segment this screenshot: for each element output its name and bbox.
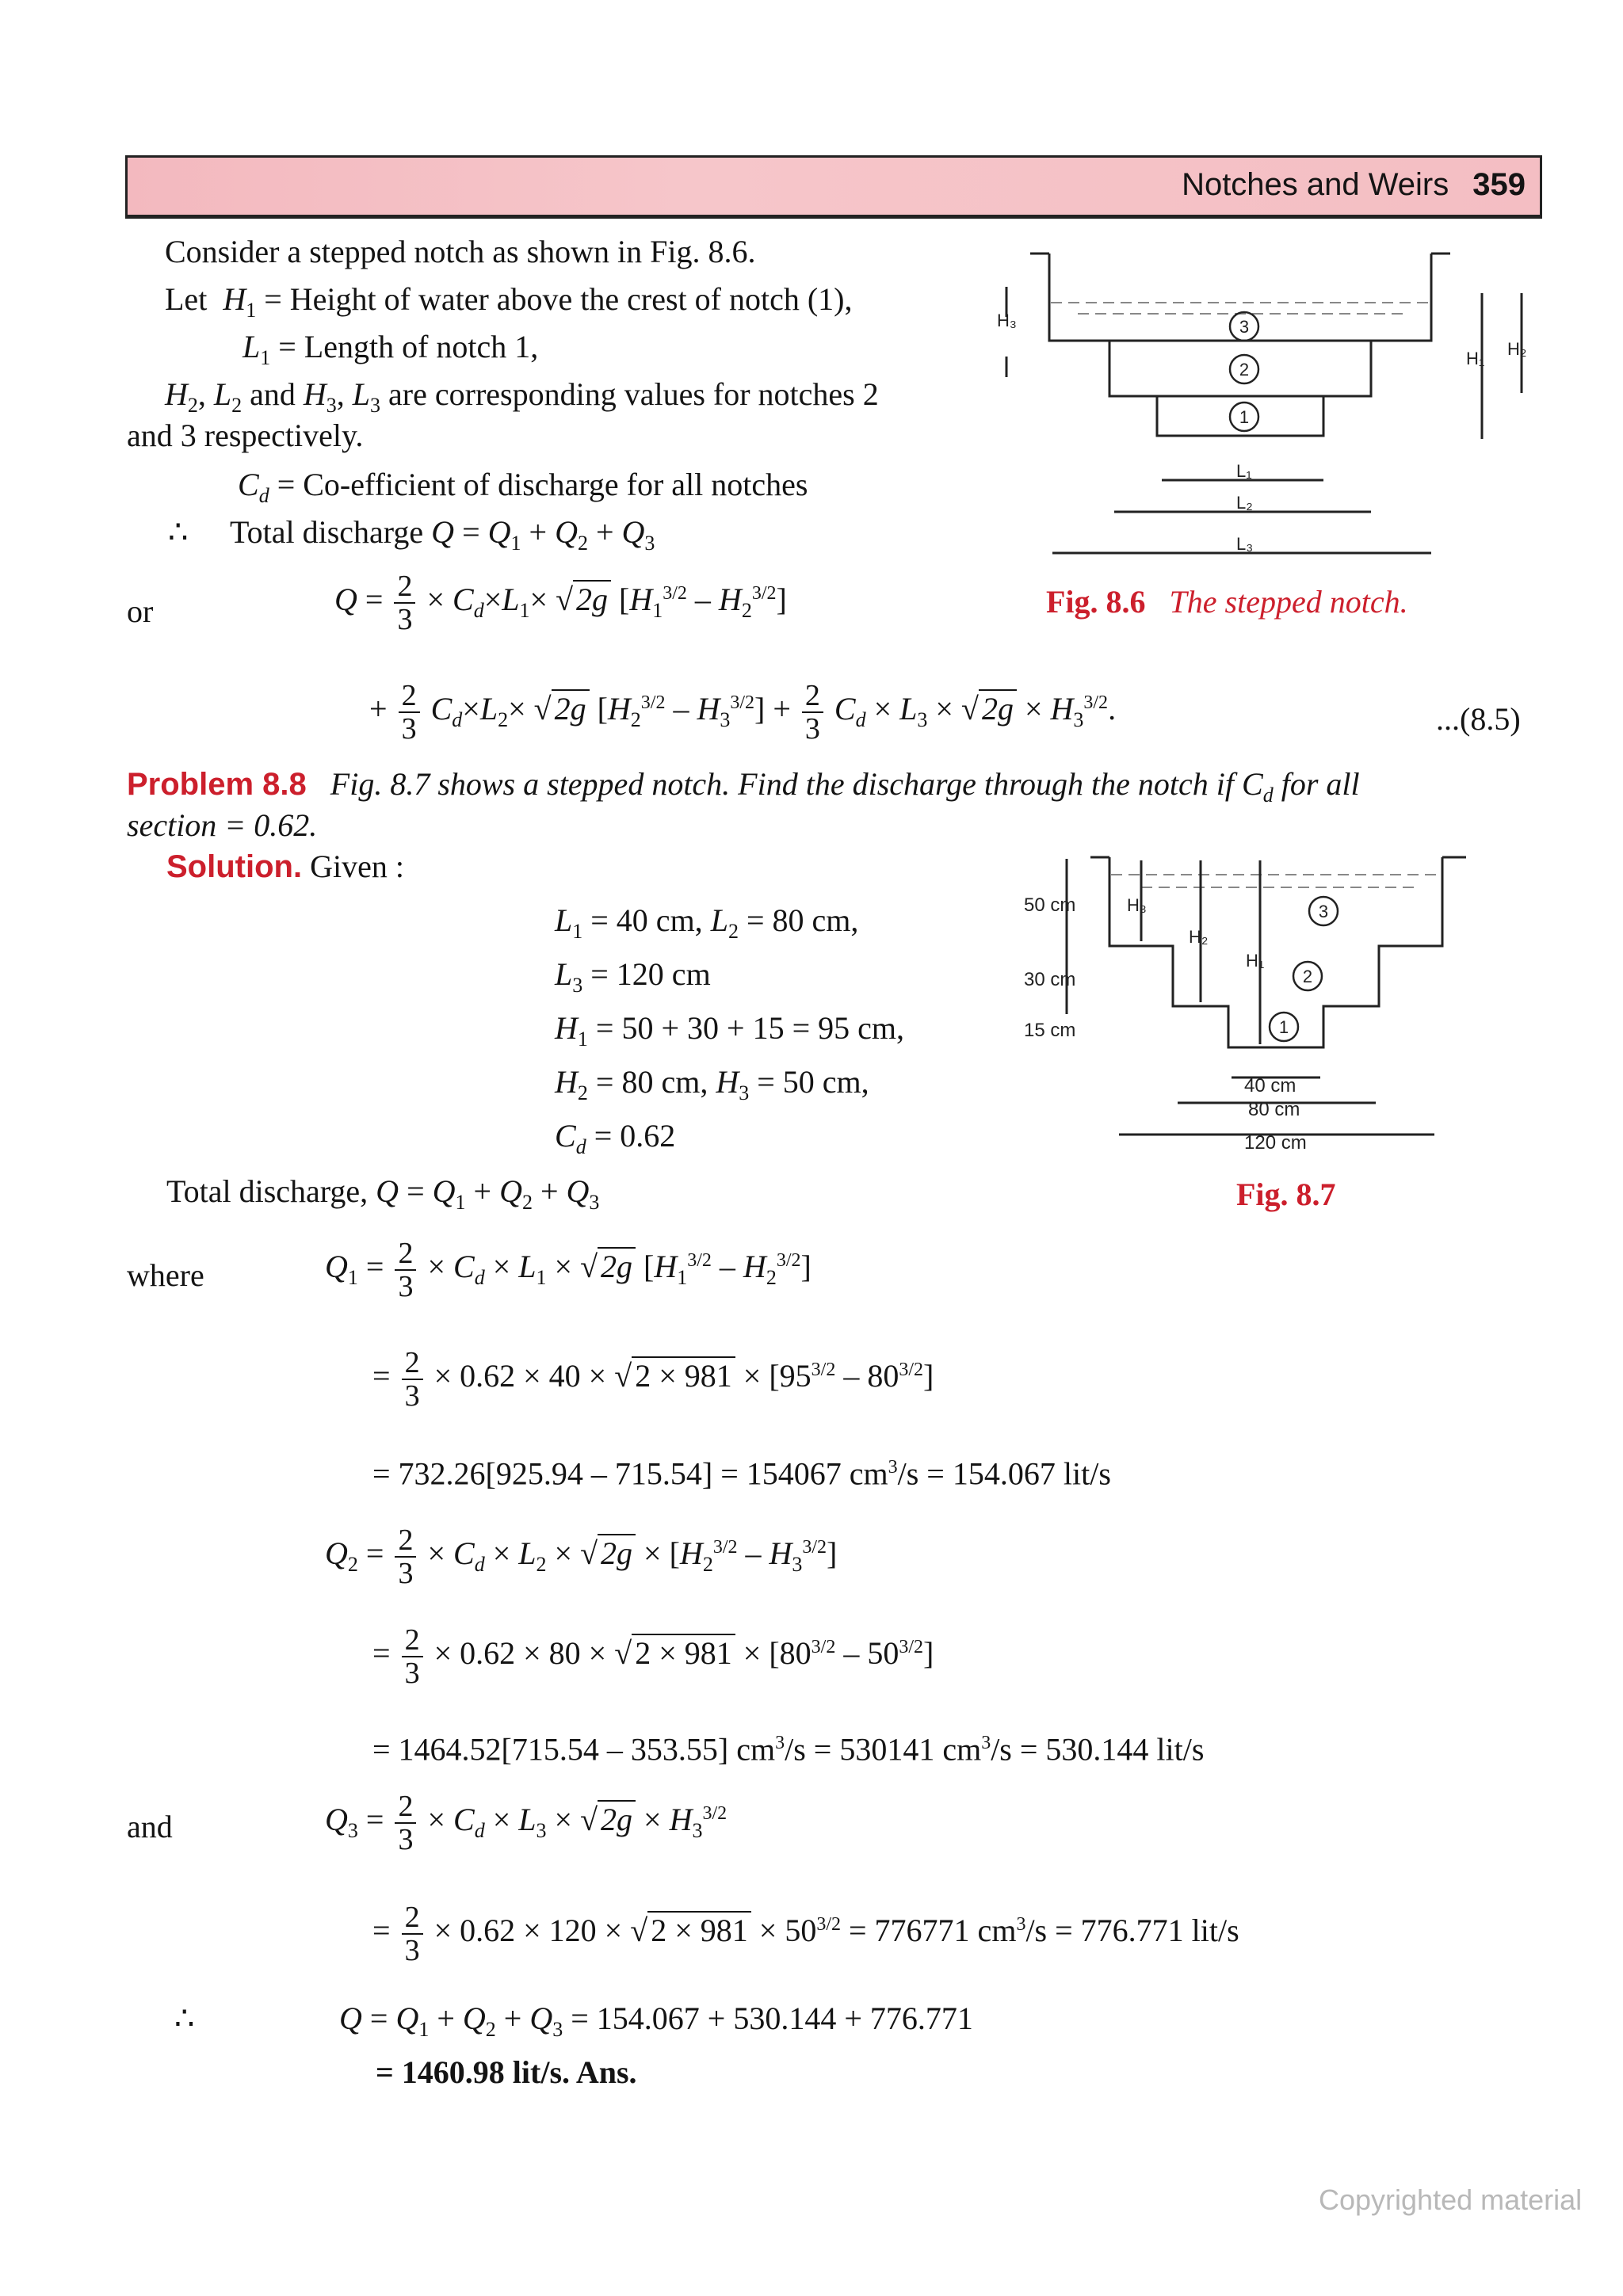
svg-text:30 cm: 30 cm <box>1024 969 1076 990</box>
q3-result-tail: /s = 776.771 lit/s <box>1025 1913 1239 1949</box>
svg-text:3: 3 <box>1239 317 1250 337</box>
l1-definition: = Length of notch 1, <box>278 329 539 364</box>
q2-result-tail: /s = 530.144 lit/s <box>991 1731 1205 1768</box>
svg-text:H₃: H₃ <box>997 311 1017 330</box>
problem-line1: Problem 8.8 Fig. 8.7 shows a stepped notch. Find the discharge through the notch if $C_d$ for all <box>127 766 1360 807</box>
fig87-label: Fig. 8.7 <box>1236 1177 1336 1212</box>
q3-tail: × 50 <box>758 1913 817 1949</box>
fig86-label: Fig. 8.6 <box>1046 584 1146 620</box>
svg-text:L₃: L₃ <box>1236 534 1254 554</box>
q2-substitution: = $\frac{2}{3}$ × 0.62 × 80 × √ $2 \times 981 \times [80^{3/2} - 50^{3/2}]$ <box>372 1623 934 1690</box>
figure-8-6 <box>975 238 1545 570</box>
given-l1: = 40 cm, <box>590 902 703 938</box>
given-h1-line: $H_1 = 50 + 30 + 15 = 95$ cm, <box>555 1010 904 1051</box>
fig86-title: The stepped notch. <box>1169 584 1408 620</box>
svg-text:1: 1 <box>1239 407 1250 427</box>
q1-factors: × 0.62 × 40 × <box>433 1358 607 1394</box>
q1-bracket-b: – 80 <box>843 1358 899 1394</box>
svg-text:15 cm: 15 cm <box>1024 1020 1076 1041</box>
intro-let-line: Let $H_1$ = Height of water above the crest of notch (1), <box>165 281 853 322</box>
eq85-line2: + $\frac{2}{3}$ $C_d\times L_2\times$ √ 2g $[H_2^{3/2} - H_3^{3/2}]$ + $\frac{2}{3}$ $C_d \times L_3$ × √ $2g \times H_3^{3/2}$. <box>369 679 1117 746</box>
svg-text:2: 2 <box>1239 360 1250 379</box>
total-discharge-label: Total discharge <box>230 514 424 550</box>
where-word: where <box>127 1257 204 1293</box>
q1-bracket-a: × [95 <box>743 1358 812 1394</box>
svg-text:2: 2 <box>1302 967 1313 986</box>
given-cd: = 0.62 <box>594 1118 676 1154</box>
q2-bracket-a: × [80 <box>743 1635 812 1672</box>
q2-sqrt: 2 × 981 <box>632 1634 735 1671</box>
svg-text:50 cm: 50 cm <box>1024 894 1076 916</box>
svg-text:H₃: H₃ <box>1127 895 1147 915</box>
svg-text:H₁: H₁ <box>1466 349 1485 368</box>
problem-text: Fig. 8.7 shows a stepped notch. Find the discharge through the notch if <box>330 766 1235 802</box>
svg-text:3: 3 <box>1318 902 1329 921</box>
cd-definition: = Co-efficient of discharge for all notches <box>277 467 808 502</box>
given-cd-line: $C_d = 0.62$ <box>555 1118 676 1158</box>
q2-result-mid: /s = 530141 cm <box>785 1731 982 1768</box>
eq85-line1: Q = $\frac{2}{3}$ × $C_d\times L_1\times$ √ 2g $[H_1^{3/2} - H_2^{3/2}]$ <box>334 570 787 636</box>
total-discharge-label-2: Total discharge, <box>166 1173 369 1209</box>
solution-line <box>166 848 404 886</box>
q2-bracket-b: – 50 <box>843 1635 899 1672</box>
svg-text:80 cm: 80 cm <box>1248 1099 1300 1120</box>
given-l3-line: $L_3 = 120$ cm <box>555 956 711 997</box>
therefore-symbol-2: ∴ <box>174 2000 195 2036</box>
h1-definition: = Height of water above the crest of notch (1), <box>264 281 853 317</box>
q2-result: = 1464.52[715.54 – 353.55] $cm^3/s = 530141$ $cm^3/s = 530.144$ lit/s <box>372 1731 1205 1768</box>
figure-8-7 <box>1022 840 1498 1173</box>
q3-factors: × 0.62 × 120 × <box>433 1913 623 1949</box>
q3-substitution: = $\frac{2}{3}$ × 0.62 × 120 × √ $2 \times 981 \times 50^{3/2} = 776771$ $cm^3/s = 776.771$ lit/s <box>372 1901 1239 1967</box>
therefore-symbol: ∴ <box>168 514 189 550</box>
final-sum-line: $Q = Q_1 + Q_2 + Q_3 = 154.067 + 530.144 + 776.771$ <box>339 2000 973 2041</box>
problem-line2: section = 0.62. <box>127 807 318 843</box>
and-word-2: and <box>127 1809 173 1844</box>
page-header <box>125 155 1542 219</box>
svg-text:40 cm: 40 cm <box>1244 1075 1296 1097</box>
q3-result: = 776771 cm <box>849 1913 1017 1949</box>
svg-text:H₂: H₂ <box>1189 927 1209 947</box>
q1-formula: $Q_1$ = $\frac{2}{3}$ × $C_d \times L_1$ × √ 2g $[H_1^{3/2} - H_2^{3/2}]$ <box>325 1237 812 1303</box>
given-l2: = 80 cm, <box>746 902 859 938</box>
given-h2: = 80 cm, <box>595 1064 708 1100</box>
page-number: 359 <box>1472 167 1526 202</box>
problem-text-tail: for all <box>1281 766 1360 802</box>
q2-formula: $Q_2$ = $\frac{2}{3}$ × $C_d \times L_2$ × √ $2g \times [H_2^{3/2} - H_3^{3/2}]$ <box>325 1524 838 1590</box>
given-h1: = 50 + 30 + 15 = 95 cm, <box>595 1010 904 1046</box>
fig86-caption <box>1046 583 1408 621</box>
svg-text:H₂: H₂ <box>1507 339 1527 359</box>
svg-text:1: 1 <box>1278 1017 1289 1037</box>
given-h3: = 50 cm, <box>757 1064 869 1100</box>
final-sum: = 154.067 + 530.144 + 776.771 <box>571 2000 973 2036</box>
copyright-notice: Copyrighted material <box>1319 2183 1583 2216</box>
problem-label: Problem 8.8 <box>127 767 307 802</box>
q1-result-main: = 732.26[925.94 – 715.54] = 154067 cm <box>372 1455 888 1492</box>
q2-result-main: = 1464.52[715.54 – 353.55] cm <box>372 1731 776 1768</box>
equation-number: ...(8.5) <box>1436 701 1521 737</box>
intro-line1: Consider a stepped notch as shown in Fig. 8.6. <box>165 234 756 269</box>
q1-substitution: = $\frac{2}{3}$ × 0.62 × 40 × √ $2 \times 981 \times [95^{3/2} - 80^{3/2}]$ <box>372 1346 934 1413</box>
svg-text:H₁: H₁ <box>1246 951 1265 971</box>
let-word: Let <box>165 281 208 317</box>
svg-text:120 cm: 120 cm <box>1244 1132 1307 1154</box>
svg-text:L₂: L₂ <box>1236 493 1253 513</box>
chapter-title: Notches and Weirs <box>1182 167 1449 202</box>
svg-text:L₁: L₁ <box>1236 461 1252 481</box>
q3-sqrt: 2 × 981 <box>647 1911 751 1948</box>
given-label: Given : <box>310 849 404 884</box>
solution-label: Solution. <box>166 849 303 884</box>
q1-result-tail: /s = 154.067 lit/s <box>897 1455 1111 1492</box>
given-l1-l2: $L_1 = 40$ cm, $L_2 = 80$ cm, <box>555 902 859 943</box>
h2-description: are corresponding values for notches 2 <box>388 376 879 412</box>
q1-result: = 732.26[925.94 – 715.54] = 154067 $cm^3/s = 154.067$ lit/s <box>372 1455 1111 1492</box>
intro-cd-line: $C_d$ = Co-efficient of discharge for all notches <box>238 467 808 507</box>
final-answer: = 1460.98 lit/s. Ans. <box>376 2054 637 2090</box>
intro-line5: and 3 respectively. <box>127 418 364 453</box>
q1-sqrt: 2 × 981 <box>632 1356 735 1394</box>
or-word: or <box>127 593 154 629</box>
intro-l1-line: $L_1$ = Length of notch 1, <box>242 329 539 369</box>
given-h2-h3: $H_2 = 80$ cm, $H_3 = 50$ cm, <box>555 1064 869 1104</box>
and-word: and <box>250 376 296 412</box>
header-text <box>1182 167 1526 203</box>
q3-formula: $Q_3$ = $\frac{2}{3}$ × $C_d \times L_3$ × √ $2g \times H_3^{3/2}$ <box>325 1790 727 1856</box>
intro-h2-line: $H_2$, $L_2$ and $H_3$, $L_3$ are corresponding values for notches 2 <box>165 376 879 417</box>
q2-factors: × 0.62 × 80 × <box>433 1635 607 1672</box>
total-discharge-eq: Total discharge $Q = Q_1 + Q_2 + Q_3$ <box>230 514 655 555</box>
total-discharge-line: Total discharge, $Q = Q_1 + Q_2 + Q_3$ <box>166 1173 600 1214</box>
given-l3: = 120 cm <box>590 956 711 992</box>
